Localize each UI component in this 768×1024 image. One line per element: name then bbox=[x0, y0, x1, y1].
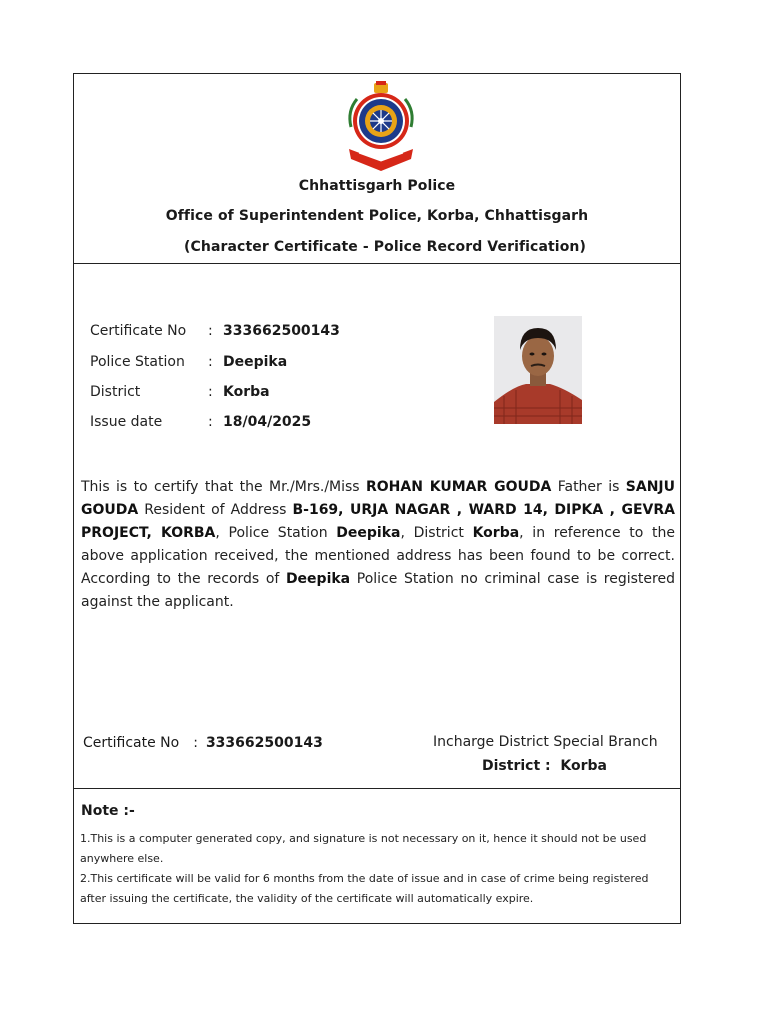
body-text: Resident of Address bbox=[138, 502, 293, 518]
note-title: Note :- bbox=[81, 803, 135, 819]
police-station-value: Deepika bbox=[223, 354, 288, 370]
body-text: Father is bbox=[551, 479, 626, 495]
note-line-2: 2.This certificate will be valid for 6 months from the date of issue and in case of crime being registered after issuing the certificate, the validity of the certificate will automatically expire. bbox=[80, 872, 649, 905]
applicant-address: B-169, URJA NAGAR , WARD 14, DIPKA , GEVRA PROJECT, KORBA bbox=[81, 502, 675, 541]
father-name: SANJU GOUDA bbox=[81, 479, 675, 518]
body-police-station-2: Deepika bbox=[285, 571, 351, 587]
signatory-title: Incharge District Special Branch bbox=[433, 734, 658, 750]
colon: : bbox=[208, 384, 213, 400]
footer-certificate-no bbox=[83, 735, 323, 751]
police-station-label: Police Station bbox=[90, 354, 185, 370]
certificate-no-value: 333662500143 bbox=[223, 323, 340, 339]
certificate-body bbox=[81, 476, 675, 614]
header-office: Office of Superintendent Police, Korba, Chhattisgarh bbox=[165, 208, 589, 224]
signatory-district bbox=[482, 758, 607, 774]
note-text bbox=[80, 829, 676, 909]
certificate-no-label: Certificate No bbox=[90, 323, 187, 339]
colon: : bbox=[208, 323, 213, 339]
police-emblem-icon bbox=[345, 81, 417, 171]
note-section bbox=[74, 788, 680, 925]
district-label: District bbox=[90, 384, 141, 400]
colon: : bbox=[208, 414, 213, 430]
district-sign-label: District : bbox=[482, 758, 551, 774]
body-text: , District bbox=[400, 525, 473, 541]
issue-date-label: Issue date bbox=[90, 414, 163, 430]
colon: : bbox=[208, 354, 213, 370]
body-district: Korba bbox=[472, 525, 520, 541]
applicant-name: ROHAN KUMAR GOUDA bbox=[366, 479, 552, 495]
body-text: , Police Station bbox=[215, 525, 337, 541]
applicant-photo bbox=[494, 316, 582, 424]
body-text: Police Station no criminal case is registered against the applicant. bbox=[81, 571, 675, 610]
footer-cert-value: 333662500143 bbox=[205, 735, 323, 751]
certificate-frame bbox=[73, 73, 681, 924]
body-police-station: Deepika bbox=[336, 525, 401, 541]
issue-date-value: 18/04/2025 bbox=[223, 414, 312, 430]
body-text: This is to certify that the Mr./Mrs./Miss bbox=[81, 479, 366, 495]
colon: : bbox=[193, 735, 198, 751]
certificate-header bbox=[74, 74, 680, 264]
district-value: Korba bbox=[223, 384, 270, 400]
header-title: Chhattisgarh Police bbox=[298, 178, 456, 194]
district-sign-value: Korba bbox=[560, 758, 607, 774]
footer-cert-label: Certificate No bbox=[83, 735, 180, 751]
header-certificate-type: (Character Certificate - Police Record Verification) bbox=[184, 239, 586, 255]
note-line-1: 1.This is a computer generated copy, and signature is not necessary on it, hence it should not be used anywhere else. bbox=[80, 832, 647, 865]
body-text: , in reference to the above application received, the mentioned address has been found to be correct. According to the records of bbox=[81, 525, 675, 587]
